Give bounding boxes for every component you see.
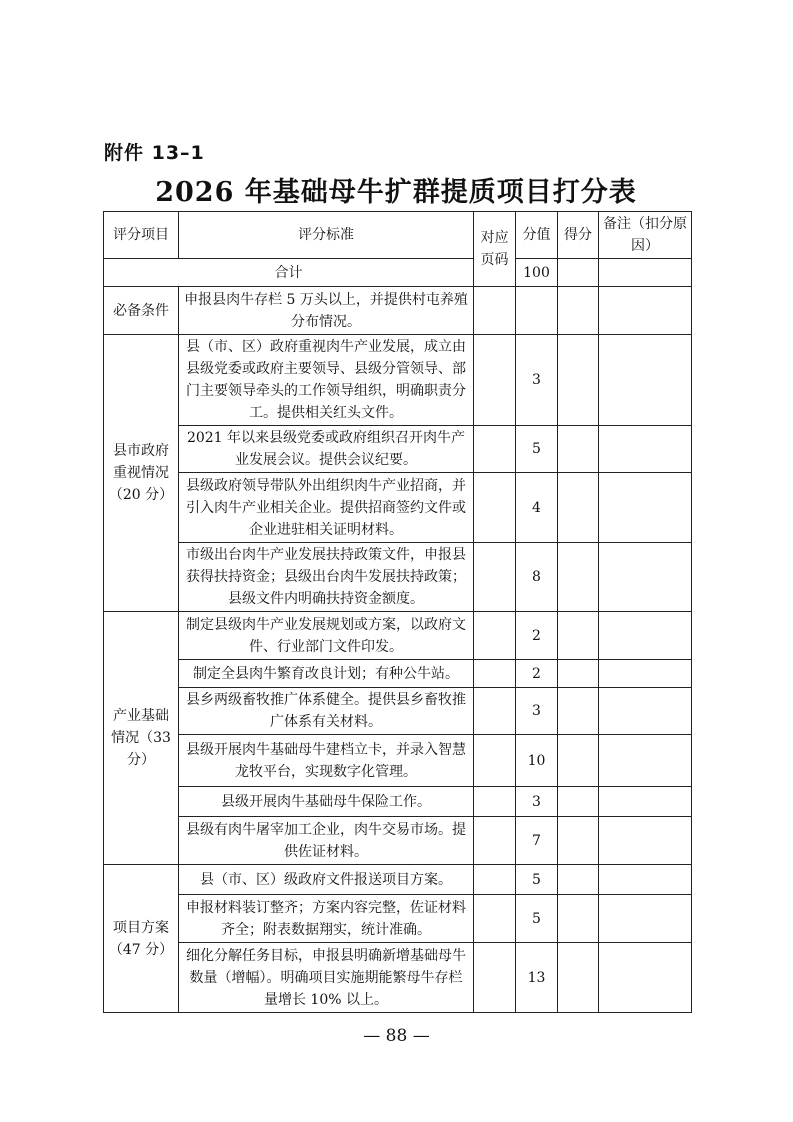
page-number: — 88 — bbox=[363, 1026, 430, 1046]
table-row bbox=[104, 335, 692, 426]
score-cell: 5 bbox=[516, 865, 558, 895]
criteria-cell: 县级有肉牛屠宰加工企业，肉牛交易市场。提供佐证材料。 bbox=[179, 817, 474, 865]
header-score: 分值 bbox=[516, 212, 558, 259]
page-cell bbox=[474, 660, 516, 688]
note-cell bbox=[599, 865, 692, 895]
score-cell bbox=[516, 287, 558, 335]
got-cell bbox=[558, 865, 599, 895]
total-row bbox=[104, 259, 692, 287]
score-cell: 13 bbox=[516, 943, 558, 1013]
score-cell: 7 bbox=[516, 817, 558, 865]
note-cell bbox=[599, 473, 692, 543]
criteria-cell: 县（市、区）级政府文件报送项目方案。 bbox=[179, 865, 474, 895]
table-row bbox=[104, 660, 692, 688]
table-row bbox=[104, 688, 692, 735]
got-cell bbox=[558, 287, 599, 335]
table-row bbox=[104, 787, 692, 817]
total-note bbox=[599, 259, 692, 287]
attachment-label: 附件 13–1 bbox=[104, 142, 205, 164]
got-cell bbox=[558, 660, 599, 688]
page-cell bbox=[474, 287, 516, 335]
criteria-cell: 县级政府领导带队外出组织肉牛产业招商，并引入肉牛产业相关企业。提供招商签约文件或企业进驻相关证明材料。 bbox=[179, 473, 474, 543]
table-row bbox=[104, 543, 692, 612]
page-cell bbox=[474, 335, 516, 426]
criteria-cell: 制定全县肉牛繁育改良计划；有种公牛站。 bbox=[179, 660, 474, 688]
got-cell bbox=[558, 735, 599, 787]
table-row bbox=[104, 865, 692, 895]
got-cell bbox=[558, 543, 599, 612]
score-cell: 3 bbox=[516, 787, 558, 817]
total-score: 100 bbox=[516, 259, 558, 287]
got-cell bbox=[558, 473, 599, 543]
score-cell: 2 bbox=[516, 660, 558, 688]
score-cell: 10 bbox=[516, 735, 558, 787]
header-note: 备注（扣分原因） bbox=[599, 212, 692, 259]
got-cell bbox=[558, 787, 599, 817]
got-cell bbox=[558, 612, 599, 660]
criteria-cell: 县级开展肉牛基础母牛建档立卡，并录入智慧龙牧平台，实现数字化管理。 bbox=[179, 735, 474, 787]
group-name: 产业基础情况（33 分） bbox=[104, 612, 179, 865]
page-cell bbox=[474, 865, 516, 895]
header-row bbox=[104, 212, 692, 259]
note-cell bbox=[599, 660, 692, 688]
page-cell bbox=[474, 943, 516, 1013]
header-criteria: 评分标准 bbox=[179, 212, 474, 259]
note-cell bbox=[599, 817, 692, 865]
group-name: 县市政府重视情况（20 分） bbox=[104, 335, 179, 612]
got-cell bbox=[558, 426, 599, 473]
score-cell: 5 bbox=[516, 895, 558, 943]
table-row bbox=[104, 943, 692, 1013]
criteria-cell: 申报县肉牛存栏 5 万头以上，并提供村屯养殖分布情况。 bbox=[179, 287, 474, 335]
note-cell bbox=[599, 335, 692, 426]
document-title: 2026 年基础母牛扩群提质项目打分表 bbox=[155, 177, 637, 208]
criteria-cell: 县级开展肉牛基础母牛保险工作。 bbox=[179, 787, 474, 817]
page-cell bbox=[474, 543, 516, 612]
note-cell bbox=[599, 688, 692, 735]
note-cell bbox=[599, 543, 692, 612]
criteria-cell: 细化分解任务目标，申报县明确新增基础母牛数量（增幅）。明确项目实施期能繁母牛存栏量增长 10% 以上。 bbox=[179, 943, 474, 1013]
table-row bbox=[104, 895, 692, 943]
criteria-cell: 制定县级肉牛产业发展规划或方案，以政府文件、行业部门文件印发。 bbox=[179, 612, 474, 660]
score-cell: 3 bbox=[516, 335, 558, 426]
got-cell bbox=[558, 895, 599, 943]
got-cell bbox=[558, 943, 599, 1013]
header-item: 评分项目 bbox=[104, 212, 179, 259]
got-cell bbox=[558, 817, 599, 865]
criteria-cell: 县乡两级畜牧推广体系健全。提供县乡畜牧推广体系有关材料。 bbox=[179, 688, 474, 735]
page-cell bbox=[474, 688, 516, 735]
page-cell bbox=[474, 895, 516, 943]
total-label: 合计 bbox=[104, 259, 474, 287]
group-name: 项目方案（47 分） bbox=[104, 865, 179, 1013]
page-cell bbox=[474, 787, 516, 817]
score-cell: 5 bbox=[516, 426, 558, 473]
note-cell bbox=[599, 787, 692, 817]
score-cell: 8 bbox=[516, 543, 558, 612]
score-cell: 3 bbox=[516, 688, 558, 735]
criteria-cell: 市级出台肉牛产业发展扶持政策文件，申报县获得扶持资金；县级出台肉牛发展扶持政策；县级文件内明确扶持资金额度。 bbox=[179, 543, 474, 612]
table-row bbox=[104, 287, 692, 335]
table-row bbox=[104, 473, 692, 543]
page-cell bbox=[474, 426, 516, 473]
header-page: 对应页码 bbox=[474, 212, 516, 287]
table-row bbox=[104, 735, 692, 787]
score-cell: 2 bbox=[516, 612, 558, 660]
criteria-cell: 2021 年以来县级党委或政府组织召开肉牛产业发展会议。提供会议纪要。 bbox=[179, 426, 474, 473]
got-cell bbox=[558, 335, 599, 426]
table-row bbox=[104, 817, 692, 865]
note-cell bbox=[599, 895, 692, 943]
page-cell bbox=[474, 817, 516, 865]
header-got: 得分 bbox=[558, 212, 599, 259]
got-cell bbox=[558, 688, 599, 735]
criteria-cell: 县（市、区）政府重视肉牛产业发展，成立由县级党委或政府主要领导、县级分管领导、部门主要领导牵头的工作领导组织，明确职责分工。提供相关红头文件。 bbox=[179, 335, 474, 426]
page-cell bbox=[474, 473, 516, 543]
criteria-cell: 申报材料装订整齐；方案内容完整，佐证材料齐全；附表数据翔实，统计准确。 bbox=[179, 895, 474, 943]
page-cell bbox=[474, 735, 516, 787]
score-table bbox=[103, 211, 692, 1013]
note-cell bbox=[599, 735, 692, 787]
note-cell bbox=[599, 287, 692, 335]
table-row bbox=[104, 612, 692, 660]
note-cell bbox=[599, 612, 692, 660]
group-name: 必备条件 bbox=[104, 287, 179, 335]
table-row bbox=[104, 426, 692, 473]
note-cell bbox=[599, 943, 692, 1013]
page-cell bbox=[474, 612, 516, 660]
total-got bbox=[558, 259, 599, 287]
score-cell: 4 bbox=[516, 473, 558, 543]
note-cell bbox=[599, 426, 692, 473]
